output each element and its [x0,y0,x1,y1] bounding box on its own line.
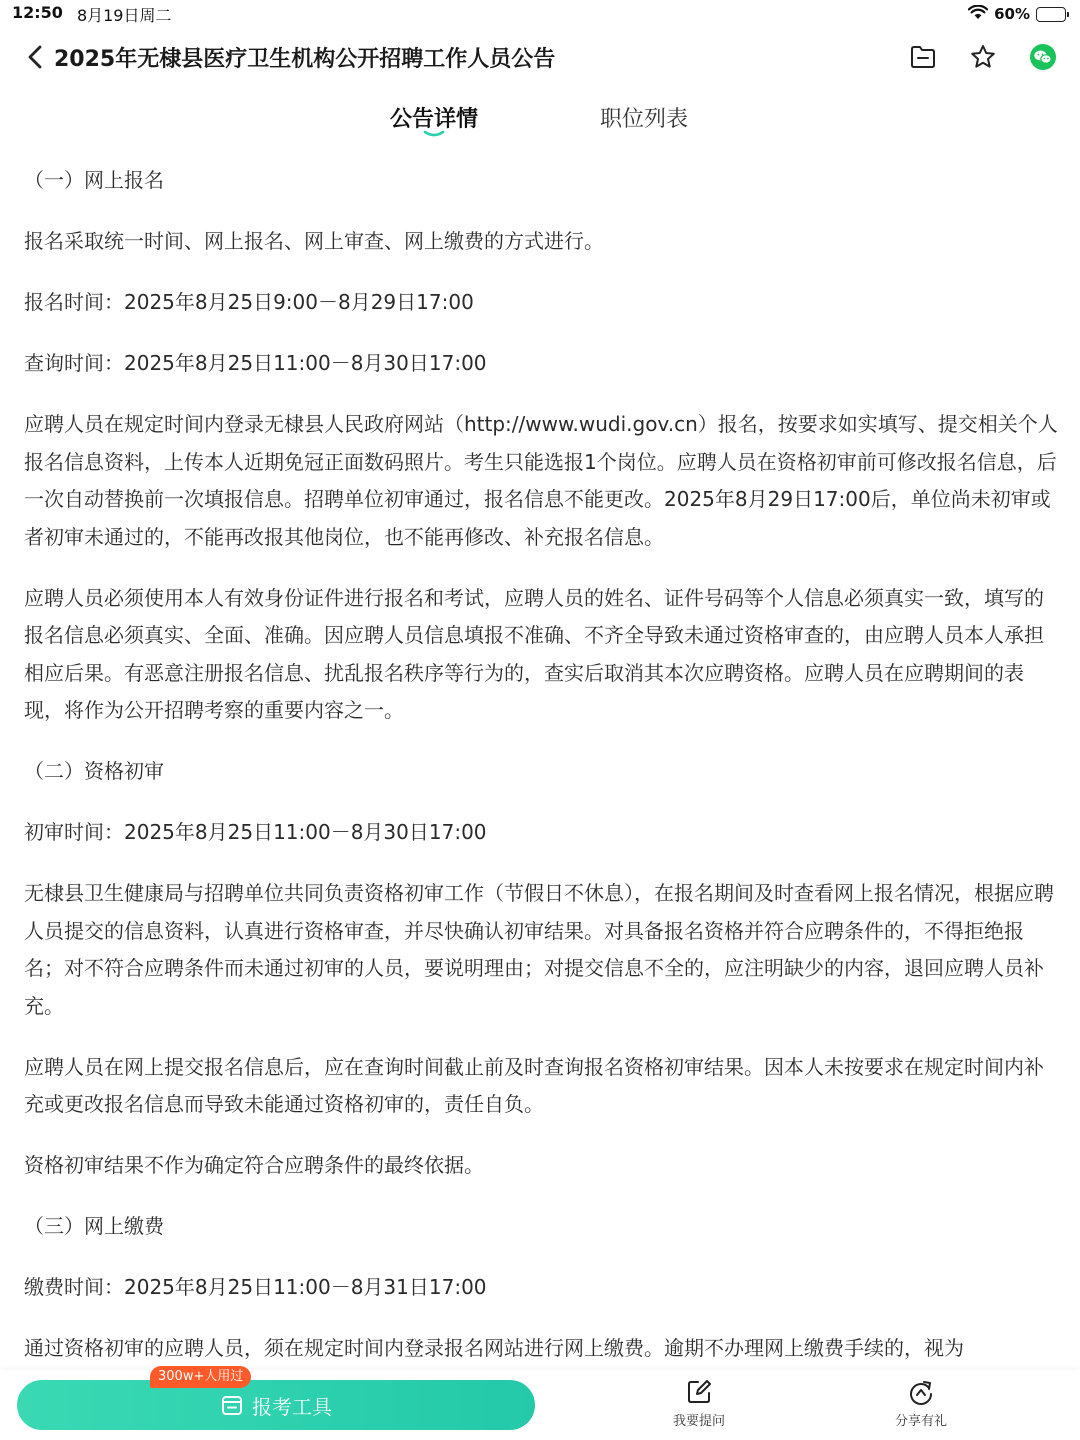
query-time: 查询时间：2025年8月25日11:00－8月30日17:00 [24,351,487,375]
paragraph: 无棣县卫生健康局与招聘单位共同负责资格初审工作（节假日不休息），在报名期间及时查看网上报名情况，根据应聘人员提交的信息资料，认真进行资格审查，并尽快确认初审结果。对具备报名资格并符合应聘条件的，不得拒绝报名；对不符合应聘条件而未通过初审的人员，要说明理由；对提交信息不全的，应注明缺少的内容，退回应聘人员补充。 [24,881,1054,1018]
toolbox-icon [220,1393,244,1417]
review-time: 初审时间：2025年8月25日11:00－8月30日17:00 [24,820,487,844]
paragraph: 应聘人员在网上提交报名信息后，应在查询时间截止前及时查询报名资格初审结果。因本人未按要求在规定时间内补充或更改报名信息而导致未能通过资格初审的，责任自负。 [24,1054,1044,1116]
star-icon [969,43,997,71]
usage-badge: 300w+人用过 [150,1366,251,1388]
share-reward-button[interactable] [881,1378,961,1429]
tab-bar [0,96,1080,144]
exam-tools-button[interactable] [17,1380,535,1430]
nav-bar [0,34,1080,80]
favorite-button[interactable] [966,40,1000,74]
announcement-content [24,162,1060,1391]
paragraph: 应聘人员必须使用本人有效身份证件进行报名和考试，应聘人员的姓名、证件号码等个人信息必须真实一致，填写的报名信息必须真实、全面、准确。因应聘人员信息填报不准确、不齐全导致未通过资格审查的，由应聘人员本人承担相应后果。有恶意注册报名信息、扰乱报名秩序等行为的，查实后取消其本次应聘资格。应聘人员在应聘期间的表现，将作为公开招聘考察的重要内容之一。 [24,585,1044,722]
paragraph: 通过资格初审的应聘人员，须在规定时间内登录报名网站进行网上缴费。逾期不办理网上缴费手续的，视为 [24,1336,964,1360]
exam-tools-label: 报考工具 [252,1394,332,1419]
share-icon [907,1378,935,1406]
paragraph: 报名采取统一时间、网上报名、网上审查、网上缴费的方式进行。 [24,229,604,253]
paragraph: 应聘人员在规定时间内登录无棣县人民政府网站（http://www.wudi.gov.cn）报名，按要求如实填写、提交相关个人报名信息资料，上传本人近期免冠正面数码照片。考生只能选报1个岗位。应聘人员在资格初审前可修改报名信息，后一次自动替换前一次填报信息。招聘单位初审通过，报名信息不能更改。2025年8月29日17:00后，单位尚未初审或者初审未通过的，不能再改报其他岗位，也不能再修改、补充报名信息。 [24,412,1058,549]
edit-icon [685,1378,713,1406]
back-button[interactable] [18,40,52,74]
paragraph: 资格初审结果不作为确定符合应聘条件的最终依据。 [24,1153,484,1177]
folder-button[interactable] [906,40,940,74]
battery-percent: 60% [994,5,1030,23]
wechat-share-button[interactable] [1026,40,1060,74]
chevron-left-icon [26,44,44,70]
registration-time: 报名时间：2025年8月25日9:00－8月29日17:00 [24,290,474,314]
tab-announcement-details[interactable]: 公告详情 [390,107,479,132]
section-heading-qualification-review: （二）资格初审 [24,759,164,783]
section-heading-online-registration: （一）网上报名 [24,168,164,192]
wechat-icon [1029,43,1057,71]
page-title: 2025年无棣县医疗卫生机构公开招聘工作人员公告 [54,47,556,72]
payment-time: 缴费时间：2025年8月25日11:00－8月31日17:00 [24,1275,487,1299]
ask-question-label: 我要提问 [672,1414,725,1429]
section-heading-online-payment: （三）网上缴费 [24,1214,164,1238]
active-tab-indicator [423,130,445,138]
folder-icon [909,44,937,70]
share-reward-label: 分享有礼 [894,1414,947,1429]
status-time: 12:50 [12,2,63,22]
tab-job-list[interactable]: 职位列表 [600,107,689,132]
bottom-action-bar [0,1370,1080,1440]
battery-icon [1036,7,1066,22]
status-bar [0,0,1080,28]
ask-question-button[interactable] [659,1378,739,1429]
wifi-icon [968,5,988,24]
status-date: 8月19日周二 [76,5,172,25]
